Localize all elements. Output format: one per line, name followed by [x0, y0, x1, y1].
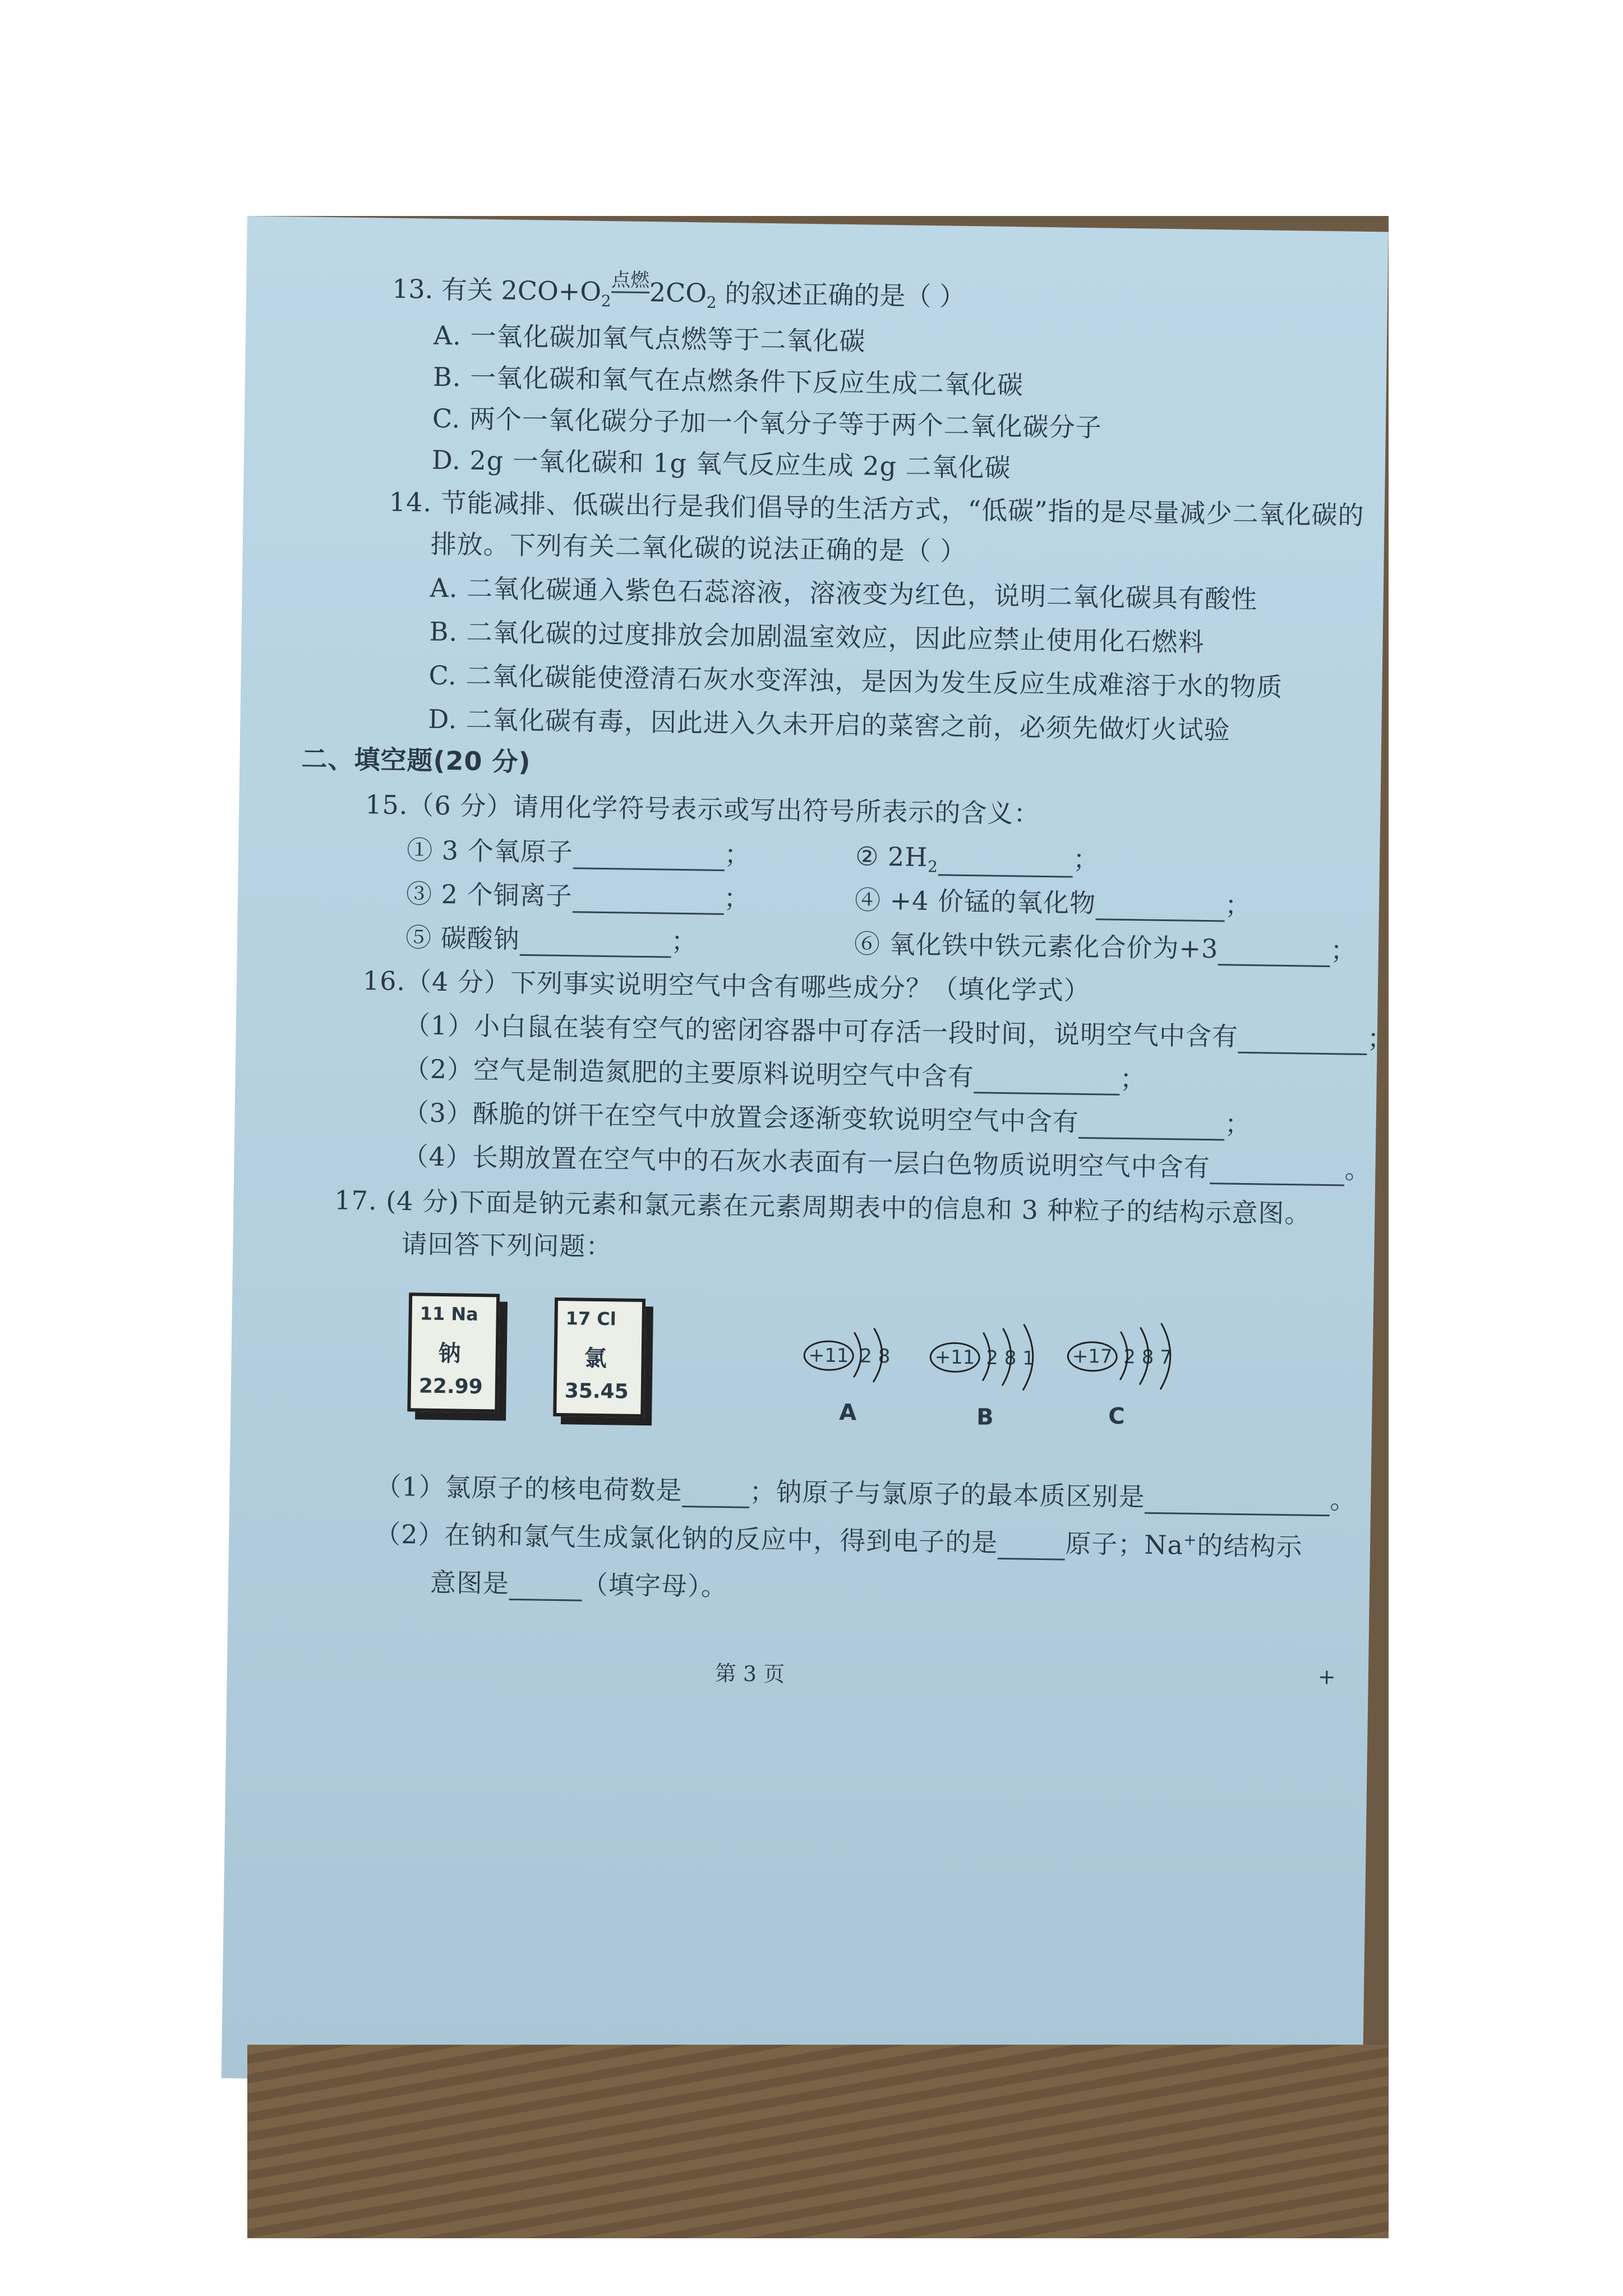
element-card-sodium: 11 Na 钠 22.99	[407, 1292, 500, 1412]
q16-item-3: （3）酥脆的饼干在空气中放置会逐渐变软说明空气中含有 ；	[403, 1092, 1251, 1141]
reaction-condition: 点燃	[611, 269, 650, 293]
q14-option-c: C. 二氧化碳能使澄清石灰水变浑浊，是因为发生反应生成难溶于水的物质	[428, 660, 1283, 702]
q15-item-2: ② $2H_2$ ；	[855, 836, 1100, 878]
atom-diagram-a: +11 2 8	[803, 1340, 890, 1372]
footer-mark: +	[1317, 1664, 1336, 1690]
answer-blank[interactable]	[1078, 1115, 1225, 1141]
q17-stem-line1: 17. (4 分)下面是钠元素和氯元素在元素周期表中的信息和 3 种粒子的结构示意图。	[334, 1185, 1311, 1229]
q14-option-b: B. 二氧化碳的过度排放会加剧温室效应，因此应禁止使用化石燃料	[429, 616, 1205, 657]
q15-item-1: ① 3 个氧原子 ；	[407, 830, 751, 872]
answer-blank[interactable]	[1145, 1490, 1330, 1517]
photo-frame	[247, 216, 1394, 2238]
q13-option-b: B. 一氧化碳和氧气在点燃条件下反应生成二氧化碳	[432, 361, 1024, 401]
exam-paper	[222, 216, 1394, 2094]
q15-item-5: ⑤ 碳酸钠 ；	[405, 917, 698, 958]
answer-blank[interactable]	[682, 1483, 750, 1508]
q14-stem-line1: 14. 节能减排、低碳出行是我们倡导的生活方式，“低碳”指的是尽量减少二氧化碳的	[389, 486, 1364, 531]
answer-blank[interactable]	[509, 1576, 583, 1602]
atom-diagram-c: +17 2 8 7	[1067, 1341, 1172, 1373]
q17-sub-2: （2）在钠和氯气生成氯化钠的反应中，得到电子的是 原子；Na+的结构示	[374, 1519, 1303, 1562]
shell-arcs-b	[971, 1320, 1057, 1394]
atom-label-b: B	[976, 1404, 994, 1430]
q17-sub-2-cont: 意图是 （填字母）。	[430, 1567, 728, 1602]
answer-blank[interactable]	[572, 889, 724, 915]
q15-stem: 15.（6 分）请用化学符号表示或写出符号所表示的含义：	[365, 789, 1040, 829]
atom-diagram-b: +11 2 8 1	[929, 1342, 1035, 1374]
q13-option-a: A. 一氧化碳加氧气点燃等于二氧化碳	[433, 320, 866, 357]
answer-blank[interactable]	[938, 852, 1073, 878]
q16-item-1: （1）小白鼠在装有空气的密闭容器中可存活一段时间，说明空气中含有 ；	[404, 1005, 1394, 1056]
answer-blank[interactable]	[974, 1069, 1121, 1096]
element-card-chlorine: 17 Cl 氯 35.45	[553, 1297, 645, 1418]
q17-sub-1: （1）氯原子的核电荷数是 ；钠原子与氯原子的最本质区别是 。	[375, 1466, 1357, 1516]
answer-blank[interactable]	[573, 845, 725, 871]
q15-item-6: ⑥ 氧化铁中铁元素化合价为+3 ；	[854, 923, 1357, 968]
q13-option-d: D. 2g 一氧化碳和 1g 氧气反应生成 2g 二氧化碳	[431, 444, 1011, 484]
page-number: 第 3 页	[714, 1660, 785, 1687]
q16-item-4: （4）长期放置在空气中的石灰水表面有一层白色物质说明空气中含有 。	[402, 1136, 1371, 1186]
q14-stem-line2: 排放。下列有关二氧化碳的说法正确的是（ ）	[430, 528, 967, 567]
shell-arcs-a	[842, 1321, 905, 1389]
q15-item-3: ③ 2 个铜离子 ；	[406, 873, 750, 915]
answer-blank[interactable]	[519, 932, 671, 958]
q14-option-d: D. 二氧化碳有毒，因此进入久未开启的菜窖之前，必须先做灯火试验	[428, 703, 1231, 746]
answer-blank[interactable]	[1096, 896, 1225, 922]
q16-stem: 16.（4 分）下列事实说明空气中含有哪些成分？（填化学式）	[362, 965, 1091, 1006]
q15-item-4: ④ +4 价锰的氧化物 ；	[855, 880, 1252, 922]
q16-item-2: （2）空气是制造氮肥的主要原料说明空气中含有 ；	[403, 1048, 1146, 1096]
shell-arcs-c	[1109, 1319, 1194, 1393]
section-title: 二、填空题(20 分)	[301, 743, 531, 777]
answer-blank[interactable]	[1238, 1029, 1368, 1055]
atom-label-a: A	[839, 1399, 857, 1426]
answer-blank[interactable]	[998, 1535, 1066, 1561]
q13-option-c: C. 两个一氧化碳分子加一个氧分子等于两个二氧化碳分子	[432, 403, 1103, 443]
q14-option-a: A. 二氧化碳通入紫色石蕊溶液，溶液变为红色，说明二氧化碳具有酸性	[430, 572, 1258, 615]
atom-label-c: C	[1108, 1403, 1125, 1430]
wood-table-background	[247, 2045, 1389, 2238]
answer-blank[interactable]	[1210, 1160, 1345, 1186]
q17-stem-line2: 请回答下列问题：	[401, 1228, 612, 1262]
q13-stem: 13. 有关 $2CO+O_2^{点燃}2CO_2$ 的叙述正确的是（ ）	[391, 269, 966, 312]
answer-blank[interactable]	[1218, 941, 1331, 967]
